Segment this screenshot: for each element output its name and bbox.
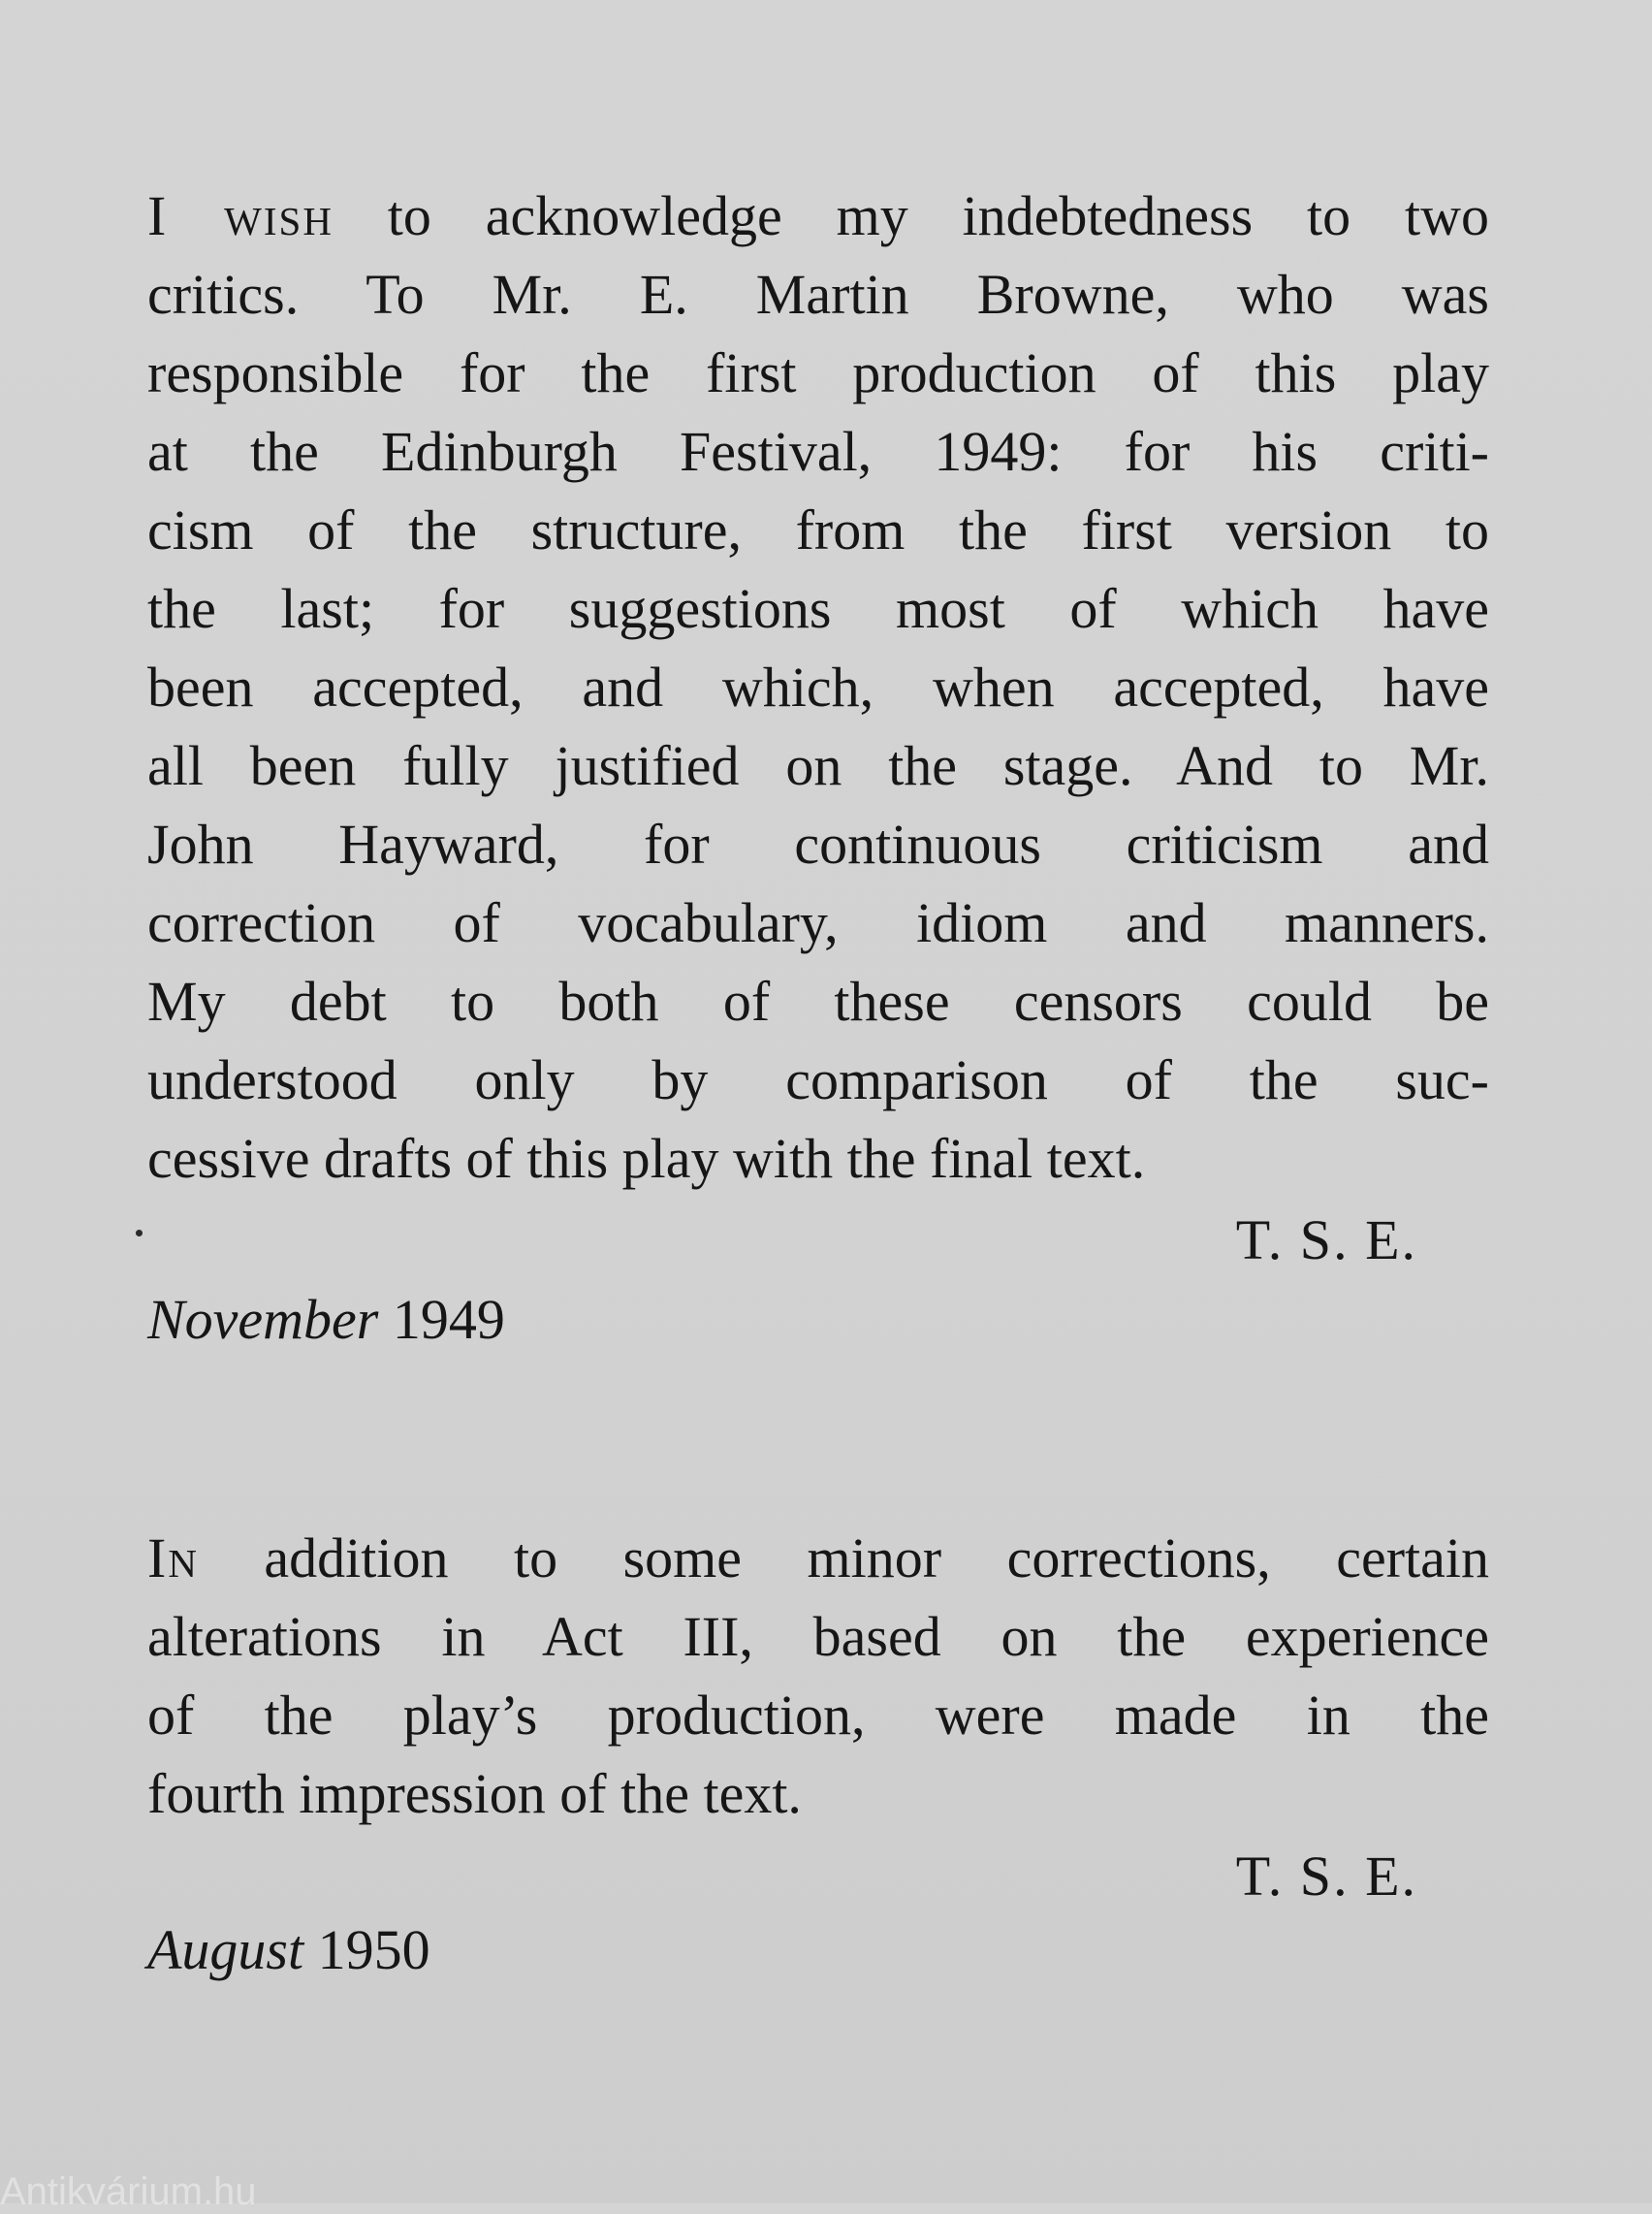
lead-word: In	[147, 1526, 199, 1589]
acknowledgement-paragraph	[147, 176, 1489, 1198]
text-line: critics. To Mr. E. Martin Browne, who was	[147, 263, 1489, 326]
text-line: alterations in Act III, based on the experience	[147, 1605, 1489, 1668]
text-line: My debt to both of these censors could be	[147, 970, 1489, 1033]
date-year: 1950	[317, 1918, 430, 1981]
date-line	[147, 1916, 430, 1984]
text-line: at the Edinburgh Festival, 1949: for his criti-	[147, 420, 1489, 483]
text-line: the last; for suggestions most of which have	[147, 577, 1489, 640]
date-month: November	[147, 1288, 379, 1351]
signature: T. S. E.	[1235, 1845, 1417, 1908]
text-line: all been fully justified on the stage. And to Mr.	[147, 734, 1489, 797]
date-line	[147, 1286, 505, 1354]
date-year: 1949	[392, 1288, 505, 1351]
text-line: of the play’s production, were made in the	[147, 1684, 1489, 1747]
text-line: John Hayward, for continuous criticism and	[147, 813, 1489, 876]
text-line: cism of the structure, from the first version to	[147, 498, 1489, 562]
text-line: understood only by comparison of the suc-	[147, 1048, 1489, 1111]
ink-speck	[136, 1230, 143, 1236]
addendum-paragraph	[147, 1519, 1489, 1833]
watermark: Antikvárium.hu	[0, 2170, 257, 2213]
text-line: fourth impression of the text.	[147, 1762, 802, 1825]
text-line: In addition to some minor corrections, certain	[147, 1526, 1489, 1589]
text-line: cessive drafts of this play with the final text.	[147, 1127, 1146, 1190]
lead-word: I wish	[147, 184, 334, 247]
text-line: responsible for the first production of this play	[147, 341, 1489, 404]
text-line: correction of vocabulary, idiom and manners.	[147, 891, 1489, 954]
date-month: August	[147, 1918, 304, 1981]
signature: T. S. E.	[1235, 1208, 1417, 1271]
text-line: been accepted, and which, when accepted, have	[147, 656, 1489, 719]
text-line: I wish to acknowledge my indebtedness to two	[147, 184, 1489, 247]
